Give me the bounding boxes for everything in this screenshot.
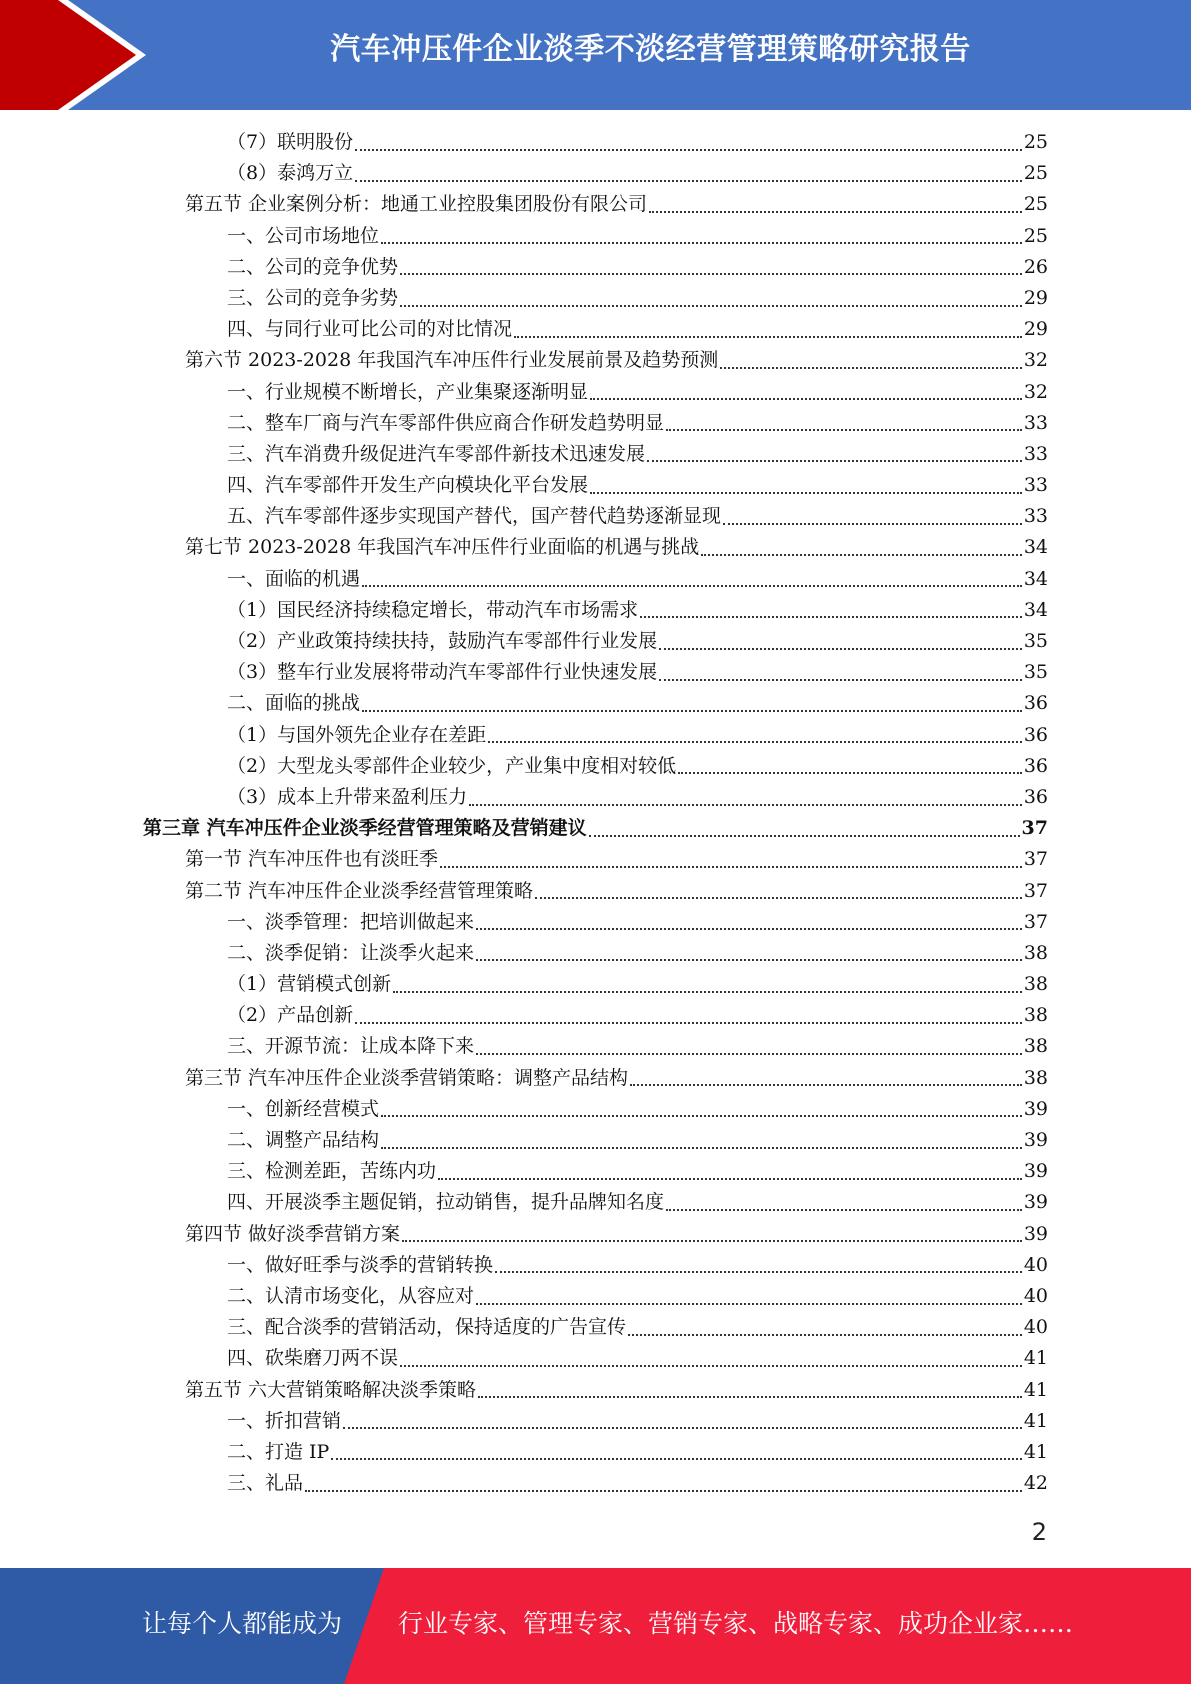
toc-dot-leader	[400, 1365, 1022, 1367]
toc-entry[interactable]	[143, 782, 1048, 813]
footer-slogan-left: 让每个人都能成为	[142, 1609, 343, 1638]
toc-dot-leader	[362, 585, 1022, 587]
toc-dot-leader	[331, 1458, 1021, 1460]
toc-entry-page: 37	[1023, 848, 1048, 871]
toc-entry[interactable]	[143, 1312, 1048, 1343]
toc-entry-label: 第六节 2023-2028 年我国汽车冲压件行业发展前景及趋势预测	[185, 349, 719, 372]
toc-dot-leader	[666, 429, 1022, 431]
toc-entry-label: 一、做好旺季与淡季的营销转换	[227, 1253, 494, 1276]
toc-entry-label: （1）国民经济持续稳定增长，带动汽车市场需求	[227, 598, 639, 621]
toc-dot-leader	[628, 1334, 1022, 1336]
page-number: 2	[1031, 1518, 1047, 1546]
toc-dot-leader	[476, 1053, 1022, 1055]
toc-entry-page: 38	[1023, 1066, 1048, 1089]
toc-dot-leader	[343, 1427, 1022, 1429]
toc-entry-label: 一、创新经营模式	[227, 1097, 380, 1120]
toc-entry-label: 四、与同行业可比公司的对比情况	[227, 318, 513, 341]
toc-dot-leader	[630, 1084, 1022, 1086]
toc-dot-leader	[478, 1396, 1022, 1398]
toc-entry[interactable]	[143, 252, 1048, 283]
toc-dot-leader	[381, 1115, 1022, 1117]
toc-entry-page: 40	[1023, 1316, 1048, 1339]
toc-entry[interactable]	[143, 189, 1048, 220]
toc-dot-leader	[514, 336, 1022, 338]
report-footer	[0, 1568, 1191, 1684]
toc-dot-leader	[495, 1271, 1022, 1273]
toc-entry[interactable]	[143, 1000, 1048, 1031]
toc-dot-leader	[393, 991, 1022, 993]
toc-dot-leader	[589, 835, 1020, 837]
toc-entry-page: 39	[1023, 1222, 1048, 1245]
toc-entry[interactable]	[143, 595, 1048, 626]
toc-entry[interactable]	[143, 907, 1048, 938]
toc-entry[interactable]	[143, 501, 1048, 532]
toc-dot-leader	[659, 679, 1022, 681]
toc-entry-label: 三、汽车消费升级促进汽车零部件新技术迅速发展	[227, 442, 646, 465]
toc-dot-leader	[438, 1178, 1022, 1180]
toc-entry[interactable]	[143, 1437, 1048, 1468]
toc-entry[interactable]	[143, 439, 1048, 470]
toc-entry-page: 29	[1023, 286, 1048, 309]
toc-dot-leader	[476, 1303, 1022, 1305]
toc-dot-leader	[440, 866, 1022, 868]
toc-entry-page: 38	[1023, 1004, 1048, 1027]
toc-entry-page: 29	[1023, 318, 1048, 341]
toc-entry[interactable]	[143, 532, 1048, 563]
toc-dot-leader	[355, 149, 1022, 151]
toc-entry[interactable]	[143, 626, 1048, 657]
toc-entry-label: 第五节 企业案例分析：地通工业控股集团股份有限公司	[185, 193, 648, 216]
toc-entry-page: 33	[1023, 474, 1048, 497]
toc-entry-page: 26	[1023, 255, 1048, 278]
toc-entry[interactable]	[143, 1375, 1048, 1406]
toc-entry-label: 一、面临的机遇	[227, 567, 361, 590]
toc-entry[interactable]	[143, 876, 1048, 907]
toc-entry-label: 二、调整产品结构	[227, 1129, 380, 1151]
toc-entry-page: 36	[1023, 785, 1048, 808]
footer-slogan-right: 行业专家、管理专家、营销专家、战略专家、成功企业家……	[398, 1609, 1074, 1638]
toc-dot-leader	[355, 180, 1022, 182]
toc-entry[interactable]	[143, 1094, 1048, 1125]
toc-entry[interactable]	[143, 1343, 1048, 1374]
toc-entry-page: 25	[1023, 162, 1048, 185]
toc-entry[interactable]	[143, 1219, 1048, 1250]
toc-dot-leader	[720, 367, 1022, 369]
report-title: 汽车冲压件企业淡季不淡经营管理策略研究报告	[330, 32, 971, 67]
toc-entry-page: 41	[1023, 1440, 1048, 1463]
toc-entry-page: 35	[1023, 630, 1048, 652]
toc-entry-page: 36	[1023, 754, 1048, 777]
toc-entry-page: 32	[1023, 380, 1048, 403]
toc-entry[interactable]	[143, 1156, 1048, 1187]
toc-entry-label: 第五节 六大营销策略解决淡季策略	[185, 1378, 477, 1401]
toc-entry-label: 三、开源节流：让成本降下来	[227, 1035, 475, 1058]
toc-entry[interactable]	[143, 564, 1048, 595]
toc-entry-page: 32	[1023, 349, 1048, 372]
toc-entry[interactable]	[143, 1125, 1048, 1156]
toc-entry-page: 39	[1023, 1129, 1048, 1151]
toc-entry-label: 三、检测差距，苦练内功	[227, 1160, 437, 1183]
toc-entry-page: 33	[1023, 411, 1048, 434]
toc-entry[interactable]	[143, 1406, 1048, 1437]
toc-entry[interactable]	[143, 345, 1048, 376]
toc-entry-page: 40	[1023, 1253, 1048, 1276]
toc-entry[interactable]	[143, 158, 1048, 189]
toc-entry-page: 42	[1023, 1472, 1048, 1495]
toc-entry-page: 34	[1023, 536, 1048, 559]
toc-entry-label: （1）营销模式创新	[227, 973, 392, 996]
toc-entry-label: 四、开展淡季主题促销，拉动销售，提升品牌知名度	[227, 1191, 665, 1214]
toc-entry-page: 35	[1023, 661, 1048, 684]
toc-dot-leader	[476, 959, 1022, 961]
toc-dot-leader	[640, 616, 1022, 618]
toc-entry-page: 33	[1023, 505, 1048, 528]
toc-entry-page: 36	[1023, 692, 1048, 715]
toc-entry-page: 41	[1023, 1378, 1048, 1401]
toc-entry-label: 一、行业规模不断增长，产业集聚逐渐明显	[227, 380, 589, 403]
toc-entry-label: 第三章 汽车冲压件企业淡季经营管理策略及营销建议	[143, 817, 587, 840]
toc-entry[interactable]	[143, 938, 1048, 969]
toc-entry-page: 25	[1023, 131, 1048, 153]
toc-entry-label: 第七节 2023-2028 年我国汽车冲压件行业面临的机遇与挑战	[185, 536, 700, 559]
toc-entry-label: 四、砍柴磨刀两不误	[227, 1347, 399, 1370]
toc-entry-label: 二、认清市场变化，从容应对	[227, 1284, 475, 1307]
toc-entry[interactable]	[143, 1468, 1048, 1499]
toc-entry-page: 36	[1023, 723, 1048, 746]
toc-entry[interactable]	[143, 1063, 1048, 1094]
toc-entry[interactable]	[143, 688, 1048, 719]
toc-entry-page: 39	[1023, 1097, 1048, 1120]
table-of-contents	[143, 127, 1048, 1499]
toc-entry-label: 二、公司的竞争优势	[227, 255, 399, 278]
toc-entry[interactable]	[143, 1281, 1048, 1312]
toc-entry-label: 第四节 做好淡季营销方案	[185, 1222, 401, 1245]
toc-dot-leader	[400, 273, 1022, 275]
toc-entry-page: 33	[1023, 442, 1048, 465]
toc-entry-label: 二、整车厂商与汽车零部件供应商合作研发趋势明显	[227, 411, 665, 434]
toc-entry-label: 三、礼品	[227, 1472, 304, 1495]
toc-dot-leader	[488, 741, 1022, 743]
toc-entry-page: 40	[1023, 1284, 1048, 1307]
toc-dot-leader	[590, 492, 1022, 494]
toc-dot-leader	[362, 710, 1022, 712]
toc-dot-leader	[701, 554, 1022, 556]
toc-entry[interactable]	[143, 1187, 1048, 1218]
toc-entry-page: 38	[1023, 941, 1048, 964]
toc-dot-leader	[402, 1240, 1022, 1242]
toc-dot-leader	[590, 398, 1022, 400]
toc-entry-label: （2）产业政策持续扶持，鼓励汽车零部件行业发展	[227, 630, 658, 652]
toc-entry-label: 四、汽车零部件开发生产向模块化平台发展	[227, 474, 589, 497]
toc-dot-leader	[659, 648, 1022, 650]
toc-entry-label: 一、公司市场地位	[227, 224, 380, 247]
toc-entry-label: 三、配合淡季的营销活动，保持适度的广告宣传	[227, 1316, 627, 1339]
toc-dot-leader	[649, 211, 1022, 213]
toc-entry[interactable]	[143, 470, 1048, 501]
toc-entry-page: 37	[1023, 910, 1048, 933]
toc-entry-label: 五、汽车零部件逐步实现国产替代，国产替代趋势逐渐显现	[227, 505, 722, 528]
toc-entry[interactable]	[143, 1250, 1048, 1281]
toc-entry-page: 39	[1023, 1191, 1048, 1214]
toc-entry-label: （2）产品创新	[227, 1004, 354, 1027]
toc-entry-page: 38	[1023, 973, 1048, 996]
toc-dot-leader	[723, 523, 1022, 525]
toc-dot-leader	[305, 1490, 1022, 1492]
toc-entry-page: 41	[1023, 1347, 1048, 1370]
toc-entry-label: 第二节 汽车冲压件企业淡季经营管理策略	[185, 879, 534, 902]
toc-entry-page: 37	[1021, 817, 1048, 840]
toc-entry[interactable]	[143, 314, 1048, 345]
toc-entry[interactable]	[143, 751, 1048, 782]
toc-dot-leader	[476, 928, 1022, 930]
toc-entry-label: 三、公司的竞争劣势	[227, 286, 399, 309]
toc-entry[interactable]	[143, 283, 1048, 314]
toc-entry-label: 二、面临的挑战	[227, 692, 361, 715]
toc-dot-leader	[535, 897, 1022, 899]
toc-entry-label: （7）联明股份	[227, 131, 354, 153]
toc-entry-page: 34	[1023, 598, 1048, 621]
toc-entry-page: 25	[1023, 193, 1048, 216]
toc-dot-leader	[469, 804, 1022, 806]
toc-entry-page: 25	[1023, 224, 1048, 247]
toc-entry-label: 二、淡季促销：让淡季火起来	[227, 941, 475, 964]
toc-entry-label: 二、打造 IP	[227, 1440, 330, 1463]
toc-entry-label: （2）大型龙头零部件企业较少，产业集中度相对较低	[227, 754, 677, 777]
toc-entry-page: 39	[1023, 1160, 1048, 1183]
toc-dot-leader	[647, 460, 1022, 462]
toc-entry[interactable]	[143, 127, 1048, 158]
toc-dot-leader	[355, 1022, 1022, 1024]
toc-entry[interactable]	[143, 657, 1048, 688]
toc-dot-leader	[381, 1147, 1022, 1149]
header-arrow-icon	[0, 0, 160, 110]
toc-dot-leader	[666, 1209, 1022, 1211]
toc-entry-label: （3）成本上升带来盈利压力	[227, 785, 468, 808]
toc-entry-label: （3）整车行业发展将带动汽车零部件行业快速发展	[227, 661, 658, 684]
toc-entry[interactable]	[143, 844, 1048, 875]
toc-entry[interactable]	[143, 221, 1048, 252]
toc-dot-leader	[678, 772, 1022, 774]
toc-entry-page: 37	[1023, 879, 1048, 902]
toc-entry-page: 41	[1023, 1409, 1048, 1432]
report-header	[0, 0, 1191, 110]
toc-entry-label: 一、淡季管理：把培训做起来	[227, 910, 475, 933]
toc-entry-label: 第三节 汽车冲压件企业淡季营销策略：调整产品结构	[185, 1066, 629, 1089]
toc-entry-label: 一、折扣营销	[227, 1409, 342, 1432]
toc-entry-page: 34	[1023, 567, 1048, 590]
toc-entry-label: （8）泰鸿万立	[227, 162, 354, 185]
toc-entry[interactable]	[143, 1031, 1048, 1062]
toc-entry[interactable]	[143, 720, 1048, 751]
toc-dot-leader	[400, 305, 1022, 307]
toc-dot-leader	[381, 242, 1022, 244]
toc-entry-page: 38	[1023, 1035, 1048, 1058]
toc-entry[interactable]	[143, 969, 1048, 1000]
toc-entry[interactable]	[143, 813, 1048, 844]
toc-entry-label: 第一节 汽车冲压件也有淡旺季	[185, 848, 439, 871]
toc-entry-label: （1）与国外领先企业存在差距	[227, 723, 487, 746]
toc-entry[interactable]	[143, 408, 1048, 439]
toc-entry[interactable]	[143, 377, 1048, 408]
